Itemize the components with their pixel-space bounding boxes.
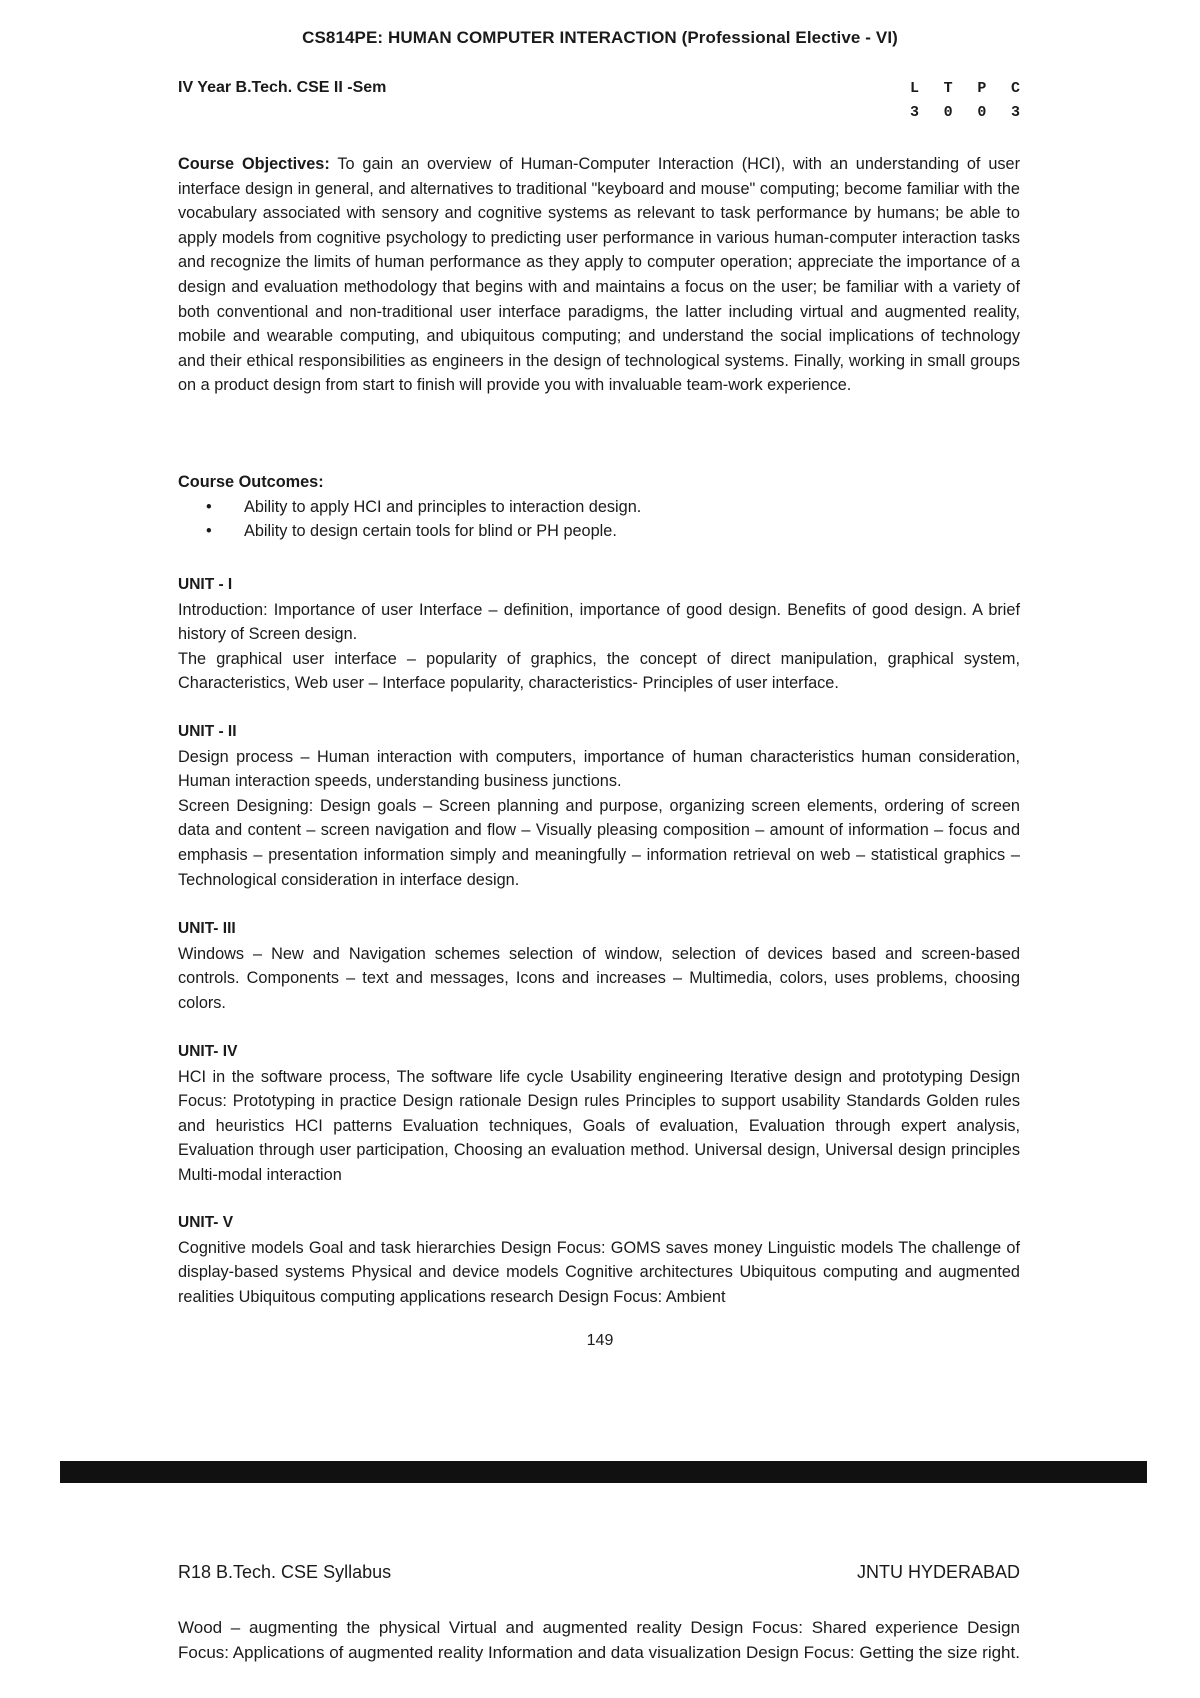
ltpc-table [910,77,1020,125]
unit-paragraph: Design process – Human interaction with computers, importance of human characteristics human consideration, Human interaction speeds, understanding business junctions. [178,747,1020,791]
ltpc-values-row [910,101,1020,125]
continued-text: Wood – augmenting the physical Virtual and augmented reality Design Focus: Shared experience Design Focus: Applications of augmented reality Information and data visualization Design Focus: Getting the size right. [178,1618,1020,1662]
unit-paragraph: Cognitive models Goal and task hierarchies Design Focus: GOMS saves money Linguistic models The challenge of display-based systems Physical and device models Cognitive architectures Ubiquitous computing and augmented realities Ubiquitous computing applications research Design Focus: Ambient [178,1238,1020,1306]
objectives-text: To gain an overview of Human-Computer Interaction (HCI), with an understanding of user interface design in general, and alternatives to traditional "keyboard and mouse" computing; become familiar with the vocabulary associated with sensory and cognitive systems as relevant to task performance by humans; be able to apply models from cognitive psychology to predicting user performance in various human-computer interaction tasks and recognize the limits of human performance as they apply to computer operation; appreciate the importance of a design and evaluation methodology that begins with and maintains a focus on the user; be familiar with a variety of both conventional and non-traditional user interface paradigms, the latter including virtual and augmented reality, mobile and wearable computing, and ubiquitous computing; and understand the social implications of technology and their ethical responsibilities as engineers in the design of technological systems. Finally, working in small groups on a product design from start to finish will provide you with invaluable team-work experience. [178,155,1020,395]
list-item [178,519,1020,544]
outcome-text: Ability to apply HCI and principles to interaction design. [244,497,642,516]
unit-paragraph: Introduction: Importance of user Interface – definition, importance of good design. Benefits of good design. A brief history of Screen design. [178,600,1020,644]
ltpc-value-l: 3 [910,104,920,121]
bullet-icon: • [206,497,212,516]
unit-heading: UNIT - II [178,723,237,740]
ltpc-labels-row [910,77,1020,101]
page-separator-bar [60,1461,1147,1483]
ltpc-label-c: C [1010,80,1020,97]
unit-heading: UNIT- IV [178,1043,238,1060]
unit-3 [178,917,1020,1015]
footer-syllabus-label: R18 B.Tech. CSE Syllabus [178,1562,392,1582]
unit-1 [178,573,1020,696]
unit-heading: UNIT- III [178,920,236,937]
bullet-icon: • [206,522,212,541]
ltpc-value-t: 0 [943,104,953,121]
unit-paragraph: HCI in the software process, The software life cycle Usability engineering Iterative design and prototyping Design Focus: Prototyping in practice Design rationale Design rules Principles to support usability Standards Golden rules and heuristics HCI patterns Evaluation techniques, Goals of evaluation, Evaluation through expert analysis, Evaluation through user participation, Choosing an evaluation method. Universal design, Universal design principles Multi-modal interaction [178,1067,1020,1184]
outcomes-list [178,495,1020,544]
unit-5 [178,1211,1020,1309]
course-objectives [178,152,1020,398]
unit-paragraph: The graphical user interface – popularity of graphics, the concept of direct manipulation, graphical system, Characteristics, Web user – Interface popularity, characteristics- Principles of user interface. [178,649,1020,693]
unit-paragraph: Windows – New and Navigation schemes selection of window, selection of devices based and screen-based controls. Components – text and messages, Icons and increases – Multimedia, colors, uses problems, choosing colors. [178,944,1020,1012]
course-title: CS814PE: HUMAN COMPUTER INTERACTION (Professional Elective - VI) [302,28,898,47]
unit-heading: UNIT - I [178,576,233,593]
course-outcomes [178,470,1020,544]
ltpc-value-p: 0 [977,104,987,121]
objectives-heading: Course Objectives: [178,155,330,173]
outcomes-heading: Course Outcomes: [178,473,324,491]
unit-4 [178,1040,1020,1188]
year-semester: IV Year B.Tech. CSE II -Sem [178,79,387,96]
footer-university: JNTU HYDERABAD [856,1562,1020,1582]
ltpc-label-t: T [943,80,953,97]
page-number: 149 [586,1332,614,1349]
unit-paragraph: Screen Designing: Design goals – Screen planning and purpose, organizing screen elements, ordering of screen data and content – screen navigation and flow – Visually pleasing composition – amount of information – focus and emphasis – presentation information simply and meaningfully – information retrieval on web – statistical graphics – Technological consideration in interface design. [178,796,1020,889]
ltpc-label-p: P [977,80,987,97]
ltpc-value-c: 3 [1010,104,1020,121]
outcome-text: Ability to design certain tools for blind or PH people. [244,522,617,541]
ltpc-label-l: L [910,80,920,97]
unit-heading: UNIT- V [178,1214,234,1231]
unit-2 [178,720,1020,892]
list-item [178,495,1020,520]
